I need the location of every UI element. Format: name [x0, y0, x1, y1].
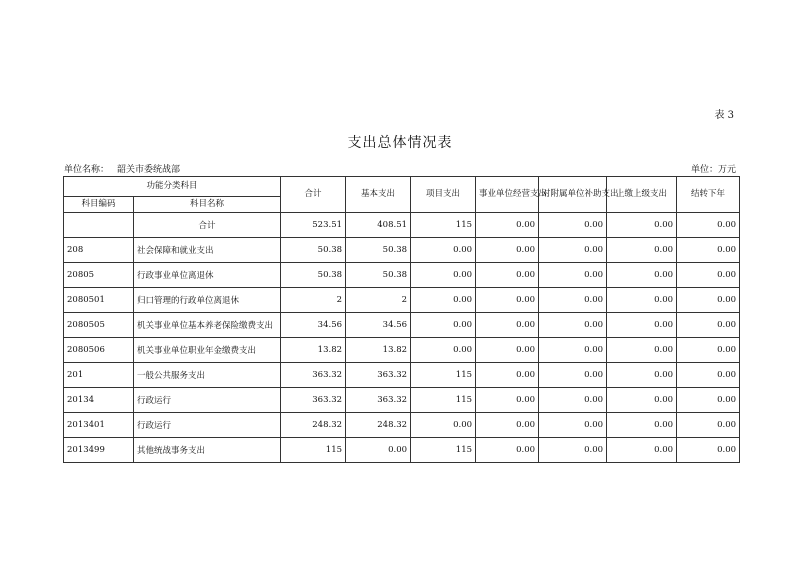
total-cell: 115 [281, 438, 346, 463]
table-row [64, 213, 740, 238]
code-cell: 20805 [64, 263, 134, 288]
total-cell: 523.51 [281, 213, 346, 238]
subsidy-header: 对附属单位补助支出 [539, 177, 607, 213]
basic-cell: 50.38 [346, 238, 411, 263]
project-cell: 115 [411, 388, 476, 413]
table-row [64, 363, 740, 388]
superior-cell: 0.00 [607, 388, 677, 413]
name-cell: 行政运行 [134, 388, 281, 413]
subsidy-cell: 0.00 [539, 388, 607, 413]
carry-cell: 0.00 [677, 238, 740, 263]
basic-cell: 50.38 [346, 263, 411, 288]
carry-header: 结转下年 [677, 177, 740, 213]
carry-cell: 0.00 [677, 263, 740, 288]
project-cell: 115 [411, 438, 476, 463]
name-cell: 合计 [134, 213, 281, 238]
table-row [64, 313, 740, 338]
project-cell: 0.00 [411, 288, 476, 313]
carry-cell: 0.00 [677, 363, 740, 388]
total-cell: 50.38 [281, 263, 346, 288]
subsidy-cell: 0.00 [539, 438, 607, 463]
business-cell: 0.00 [476, 363, 539, 388]
basic-cell: 408.51 [346, 213, 411, 238]
func-group-header: 功能分类科目 [64, 177, 281, 197]
business-cell: 0.00 [476, 288, 539, 313]
money-unit: 单位：万元 [690, 165, 736, 175]
carry-cell: 0.00 [677, 388, 740, 413]
subsidy-cell: 0.00 [539, 238, 607, 263]
total-cell: 34.56 [281, 313, 346, 338]
code-cell: 2080505 [64, 313, 134, 338]
basic-header: 基本支出 [346, 177, 411, 213]
unit-name-label: 单位名称： [64, 165, 110, 175]
total-cell: 363.32 [281, 363, 346, 388]
total-cell: 2 [281, 288, 346, 313]
table-row [64, 388, 740, 413]
business-cell: 0.00 [476, 238, 539, 263]
table-row [64, 413, 740, 438]
table-row [64, 238, 740, 263]
basic-cell: 363.32 [346, 388, 411, 413]
name-cell: 行政事业单位离退休 [134, 263, 281, 288]
superior-cell: 0.00 [607, 213, 677, 238]
basic-cell: 13.82 [346, 338, 411, 363]
code-cell: 2013499 [64, 438, 134, 463]
name-cell: 机关事业单位职业年金缴费支出 [134, 338, 281, 363]
carry-cell: 0.00 [677, 313, 740, 338]
carry-cell: 0.00 [677, 288, 740, 313]
superior-cell: 0.00 [607, 238, 677, 263]
total-cell: 13.82 [281, 338, 346, 363]
basic-cell: 363.32 [346, 363, 411, 388]
subsidy-cell: 0.00 [539, 263, 607, 288]
subsidy-cell: 0.00 [539, 338, 607, 363]
basic-cell: 2 [346, 288, 411, 313]
unit-name-line [64, 162, 180, 175]
superior-cell: 0.00 [607, 313, 677, 338]
project-cell: 115 [411, 213, 476, 238]
total-header: 合计 [281, 177, 346, 213]
code-cell [64, 213, 134, 238]
code-header: 科目编码 [64, 197, 134, 213]
subsidy-cell: 0.00 [539, 313, 607, 338]
code-cell: 2080506 [64, 338, 134, 363]
project-cell: 0.00 [411, 238, 476, 263]
code-cell: 20134 [64, 388, 134, 413]
project-cell: 0.00 [411, 263, 476, 288]
name-cell: 社会保障和就业支出 [134, 238, 281, 263]
table-body [64, 213, 740, 463]
table-number: 表 3 [714, 110, 734, 121]
business-cell: 0.00 [476, 388, 539, 413]
business-cell: 0.00 [476, 438, 539, 463]
project-cell: 115 [411, 363, 476, 388]
table-row [64, 438, 740, 463]
superior-cell: 0.00 [607, 263, 677, 288]
project-cell: 0.00 [411, 313, 476, 338]
basic-cell: 248.32 [346, 413, 411, 438]
name-cell: 其他统战事务支出 [134, 438, 281, 463]
table-row [64, 288, 740, 313]
superior-cell: 0.00 [607, 363, 677, 388]
superior-cell: 0.00 [607, 288, 677, 313]
code-cell: 201 [64, 363, 134, 388]
basic-cell: 0.00 [346, 438, 411, 463]
business-cell: 0.00 [476, 263, 539, 288]
subsidy-cell: 0.00 [539, 213, 607, 238]
business-cell: 0.00 [476, 313, 539, 338]
subsidy-cell: 0.00 [539, 363, 607, 388]
project-cell: 0.00 [411, 413, 476, 438]
superior-cell: 0.00 [607, 413, 677, 438]
carry-cell: 0.00 [677, 213, 740, 238]
carry-cell: 0.00 [677, 438, 740, 463]
code-cell: 2013401 [64, 413, 134, 438]
total-cell: 248.32 [281, 413, 346, 438]
project-header: 项目支出 [411, 177, 476, 213]
total-cell: 363.32 [281, 388, 346, 413]
name-cell: 归口管理的行政单位离退休 [134, 288, 281, 313]
expenditure-table [63, 176, 740, 463]
name-cell: 一般公共服务支出 [134, 363, 281, 388]
project-cell: 0.00 [411, 338, 476, 363]
carry-cell: 0.00 [677, 413, 740, 438]
name-cell: 行政运行 [134, 413, 281, 438]
superior-cell: 0.00 [607, 438, 677, 463]
subsidy-cell: 0.00 [539, 413, 607, 438]
code-cell: 208 [64, 238, 134, 263]
page-title: 支出总体情况表 [347, 135, 453, 151]
table-header [64, 177, 740, 213]
subsidy-cell: 0.00 [539, 288, 607, 313]
total-cell: 50.38 [281, 238, 346, 263]
superior-header: 上缴上级支出 [607, 177, 677, 213]
carry-cell: 0.00 [677, 338, 740, 363]
name-header: 科目名称 [134, 197, 281, 213]
business-header: 事业单位经营支出 [476, 177, 539, 213]
name-cell: 机关事业单位基本养老保险缴费支出 [134, 313, 281, 338]
table-row [64, 338, 740, 363]
business-cell: 0.00 [476, 213, 539, 238]
unit-name-value: 韶关市委统战部 [117, 165, 181, 175]
superior-cell: 0.00 [607, 338, 677, 363]
basic-cell: 34.56 [346, 313, 411, 338]
table-row [64, 263, 740, 288]
business-cell: 0.00 [476, 413, 539, 438]
business-cell: 0.00 [476, 338, 539, 363]
code-cell: 2080501 [64, 288, 134, 313]
